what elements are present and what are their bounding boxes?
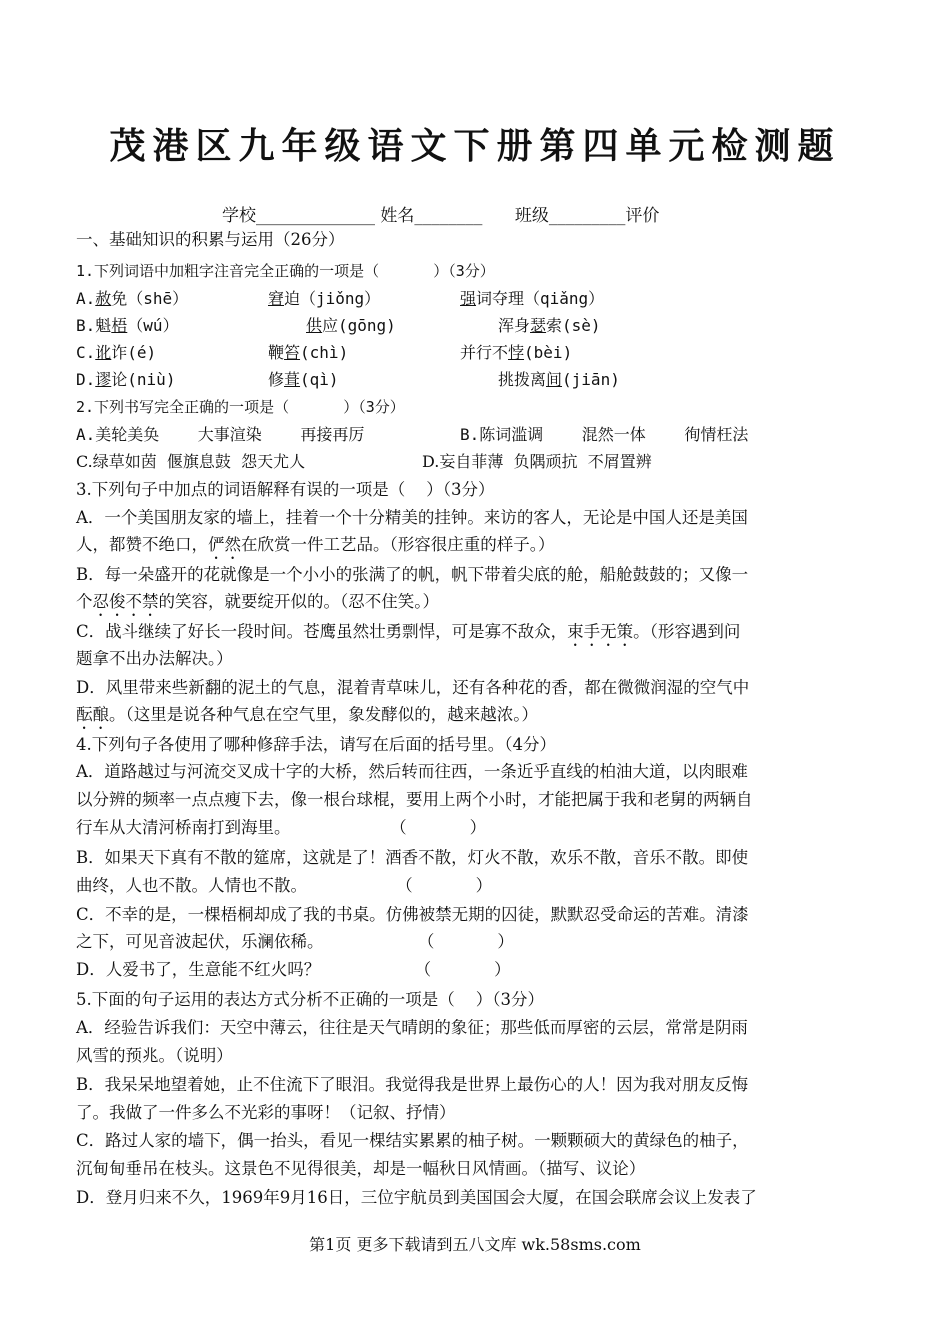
q3-option-c: C．战斗继续了好长一段时间。苍鹰虽然壮勇剽悍，可是寡不敌众，束手无策。（形容遇到问 <box>76 622 741 641</box>
q3-option-b: B．每一朵盛开的花就像是一个小小的张满了的帆，帆下带着尖底的舱，船舱鼓鼓的；又像一 <box>76 565 749 584</box>
question-3-stem: 3.下列句子中加点的词语解释有误的一项是（ ）（3分） <box>76 480 495 499</box>
q2-option-b: B.陈词滥调 混然一体 徇情枉法 <box>460 425 749 444</box>
q2-option-d: D.妄自菲薄 负隅顽抗 不屑置辨 <box>422 452 652 471</box>
q5-option-c: C．路过人家的墙下，偶一抬头，看见一棵结实累累的柚子树。一颗颗硕大的黄绿色的柚子， <box>76 1131 749 1150</box>
q1-option-a-2: 窘迫（jiǒng） <box>268 289 381 308</box>
q1-option-d-3: 挑拨离间(jiān) <box>498 370 620 389</box>
question-1-stem: 1.下列词语中加粗字注音完全正确的一项是（ ）（3分） <box>76 262 495 280</box>
q2-option-a: A.美轮美奂 大事渲染 再接再厉 <box>76 425 365 444</box>
q3-option-d: D．风里带来些新翻的泥土的气息，混着青草味儿，还有各种花的香，都在微微润湿的空气中 <box>76 678 750 697</box>
q3-option-a-cont: 人，都赞不绝口，俨然在欣赏一件工艺品。（形容很庄重的样子。） <box>76 535 555 554</box>
q4-option-c: C．不幸的是，一棵梧桐却成了我的书桌。仿佛被禁无期的囚徒，默默忍受命运的苦难。清漆 <box>76 905 749 924</box>
q5-option-b-cont: 了。我做了一件多么不光彩的事呀！（记叙、抒情） <box>76 1103 456 1122</box>
q4-option-a-cont: 以分辨的频率一点点瘦下去，像一根台球棍，要用上两个小时，才能把属于我和老舅的两辆自 <box>76 790 753 809</box>
q3-option-a: A．一个美国朋友家的墙上，挂着一个十分精美的挂钟。来访的客人，无论是中国人还是美国 <box>76 508 748 527</box>
q2-option-c: C.绿草如茵 偃旗息鼓 怨天尤人 <box>76 452 306 471</box>
q3-option-b-cont: 个忍俊不禁的笑容，就要绽开似的。（忍不住笑。） <box>76 592 439 611</box>
q3-option-c-cont: 题拿不出办法解决。） <box>76 649 233 668</box>
q4-option-c-cont: 之下，可见音波起伏，乐澜依稀。 （ ） <box>76 932 514 951</box>
q5-option-b: B．我呆呆地望着她，止不住流下了眼泪。我觉得我是世界上最伤心的人！因为我对朋友反悔 <box>76 1075 749 1094</box>
q1-option-c-3: 并行不悖(bèi) <box>460 343 573 362</box>
q1-option-d: D.谬论(niù) <box>76 370 176 389</box>
q4-option-a-cont-2: 行车从大清河桥南打到海里。 （ ） <box>76 818 487 837</box>
q5-option-c-cont: 沉甸甸垂吊在枝头。这景色不见得很美，却是一幅秋日风情画。（描写、议论） <box>76 1159 646 1178</box>
page-title: 茂港区九年级语文下册第四单元检测题 <box>109 125 841 167</box>
q5-option-a-cont: 风雪的预兆。（说明） <box>76 1046 233 1065</box>
question-2-stem: 2.下列书写完全正确的一项是（ ）（3分） <box>76 398 405 416</box>
q5-option-a: A．经验告诉我们：天空中薄云，往往是天气晴朗的象征；那些低而厚密的云层，常常是阴雨 <box>76 1018 748 1037</box>
q1-option-a-3: 强词夺理（qiǎng） <box>460 289 605 308</box>
page-footer: 第1页 更多下载请到五八文库 wk.58sms.com <box>309 1235 641 1254</box>
q1-option-c: C.讹诈(é) <box>76 343 157 362</box>
question-4-stem: 4.下列句子各使用了哪种修辞手法，请写在后面的括号里。（4分） <box>76 735 556 754</box>
q4-option-d: D．人爱书了，生意能不红火吗？ （ ） <box>76 960 511 979</box>
q1-option-d-2: 修葺(qì) <box>268 370 339 389</box>
q1-option-b: B.魁梧（wú） <box>76 316 179 335</box>
q1-option-a: A.赦免（shē） <box>76 289 189 308</box>
q5-option-d: D．登月归来不久，1969年9月16日，三位宇航员到美国国会大厦，在国会联席会议上发表了 <box>76 1188 757 1207</box>
q1-option-b-3: 浑身瑟索(sè) <box>498 316 601 335</box>
question-5-stem: 5.下面的句子运用的表达方式分析不正确的一项是（ ）（3分） <box>76 990 544 1009</box>
q1-option-b-2: 供应(gōng) <box>306 316 396 335</box>
q1-option-c-2: 鞭笞(chì) <box>268 343 349 362</box>
q4-option-b-cont: 曲终，人也不散。人情也不散。 （ ） <box>76 876 493 895</box>
section-heading: 一、基础知识的积累与运用（26分） <box>76 230 345 249</box>
student-info-line: 学校______________ 姓名________ 班级_________评价 <box>222 206 660 226</box>
q3-option-d-cont: 酝酿。（这里是说各种气息在空气里，象发酵似的，越来越浓。） <box>76 705 538 724</box>
q4-option-a: A．道路越过与河流交叉成十字的大桥，然后转而往西，一条近乎直线的柏油大道，以肉眼难 <box>76 762 748 781</box>
q4-option-b: B．如果天下真有不散的筵席，这就是了！酒香不散，灯火不散，欢乐不散，音乐不散。即使 <box>76 848 749 867</box>
